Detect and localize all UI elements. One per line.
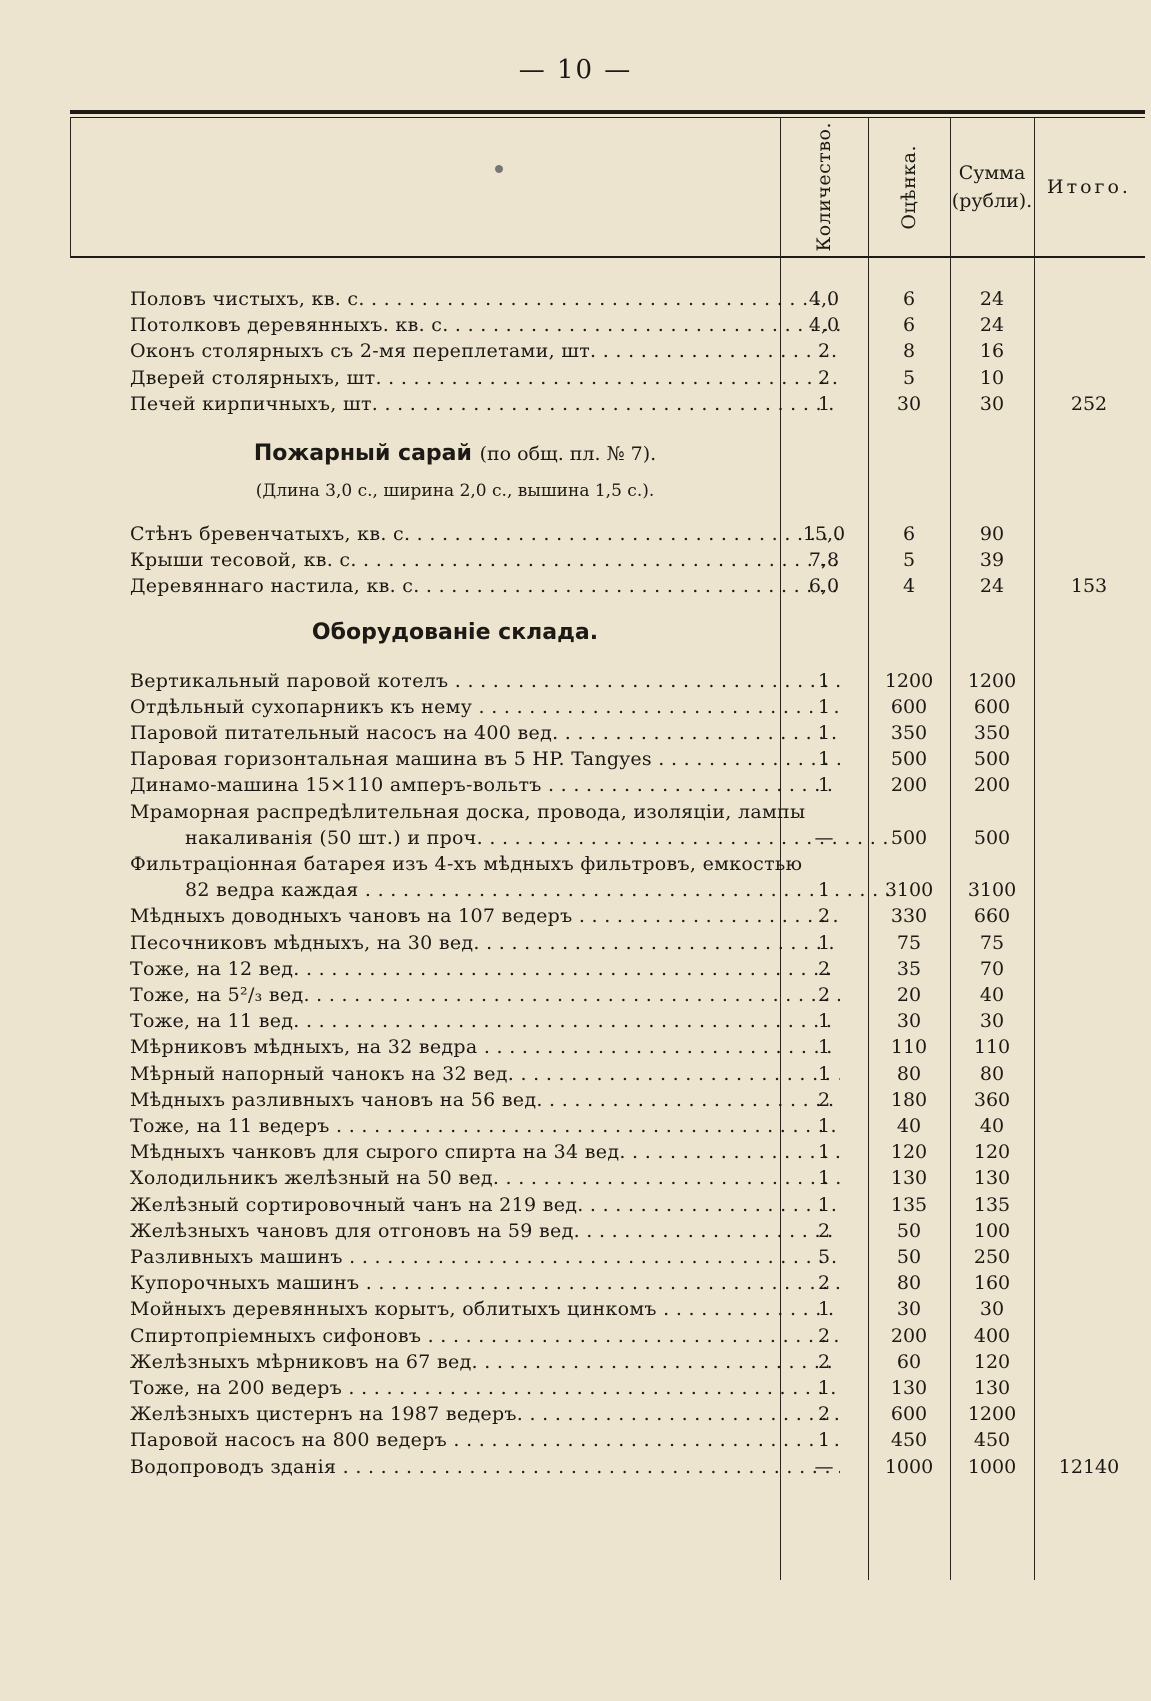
item-price: 20 (896, 984, 922, 1006)
item-quantity: 1 (817, 1298, 831, 1321)
item-description: Желѣзный сортировочный чанъ на 219 вед. . . . (130, 1194, 840, 1216)
item-sum: 1200 (967, 669, 1017, 692)
table-row (70, 722, 1145, 748)
item-quantity: 1 (817, 774, 831, 797)
item-description: Стѣнъ бревенчатыхъ, кв. с. . . . (130, 523, 840, 545)
column-divider (70, 118, 71, 258)
item-description: накаливанія (50 шт.) и проч. . . . (185, 827, 895, 849)
item-sum: 200 (973, 774, 1011, 797)
item-total: 153 (1070, 575, 1108, 598)
table-row (70, 393, 1145, 419)
table-row (70, 1167, 1145, 1193)
table-row (70, 1325, 1145, 1351)
item-quantity: 1 (817, 931, 831, 954)
section-subtitle: (Длина 3,0 с., ширина 2,0 с., вышина 1,5 с.). (255, 481, 655, 501)
item-price: 80 (896, 1062, 922, 1085)
item-description: Отдѣльный сухопарникъ къ нему . . . (130, 696, 840, 718)
item-quantity: 6,0 (808, 575, 840, 598)
item-sum: 100 (973, 1219, 1011, 1242)
item-quantity: 2 (817, 1272, 831, 1295)
header-sum-unit: (рубли). (951, 190, 1033, 212)
item-sum: 130 (973, 1167, 1011, 1190)
item-quantity: 4,0 (808, 314, 840, 337)
item-quantity: 2 (817, 366, 831, 389)
item-sum: 130 (973, 1377, 1011, 1399)
item-sum: 16 (979, 340, 1005, 363)
item-sum: 30 (979, 1010, 1005, 1033)
item-description: Мойныхъ деревянныхъ корытъ, облитыхъ цинкомъ . . . (130, 1298, 840, 1320)
table-row (70, 288, 1145, 314)
item-price: 35 (896, 957, 922, 980)
item-price: 600 (890, 1403, 928, 1426)
item-price: 500 (890, 748, 928, 771)
item-sum: 90 (979, 523, 1005, 545)
table-top-rule-thin (70, 117, 1145, 118)
item-quantity: 15,0 (802, 523, 846, 545)
item-sum: 600 (973, 695, 1011, 718)
item-description: Деревяннаго настила, кв. с. . . . (130, 575, 840, 597)
item-price: 500 (890, 826, 928, 849)
item-quantity: 2 (817, 984, 831, 1006)
item-quantity: 1 (817, 1115, 831, 1137)
item-sum: 250 (973, 1246, 1011, 1268)
item-description: Мѣдныхъ доводныхъ чановъ на 107 ведеръ . . . (130, 905, 840, 927)
item-price: 4 (902, 575, 916, 598)
item-description: Купорочныхъ машинъ . . . (130, 1272, 840, 1294)
section-title-text: Пожарный сарай (253, 441, 472, 466)
item-sum: 350 (973, 722, 1011, 744)
item-price: 120 (890, 1141, 928, 1164)
item-description: Спиртопріемныхъ сифоновъ . . . (130, 1325, 840, 1347)
table-row (70, 1403, 1145, 1429)
item-quantity: 2 (817, 1324, 831, 1347)
item-quantity: 1 (817, 1010, 831, 1033)
item-quantity: 5 (817, 1246, 831, 1268)
item-description: Тоже, на 11 вед. . . . (130, 1010, 840, 1032)
item-sum: 70 (979, 957, 1005, 980)
table-row (70, 801, 1145, 827)
table-row (70, 1220, 1145, 1246)
item-price: 8 (902, 340, 916, 363)
item-total: 252 (1070, 392, 1108, 415)
page-number: — 10 — (518, 55, 633, 85)
item-description: Динамо-машина 15×110 амперъ-вольтъ . . . (130, 774, 840, 796)
table-row (70, 905, 1145, 931)
table-row (70, 1010, 1145, 1036)
item-price: 50 (896, 1219, 922, 1242)
item-description: Оконъ столярныхъ съ 2-мя переплетами, шт. . . . (130, 340, 840, 362)
item-description: Холодильникъ желѣзный на 50 вед. . . . (130, 1167, 840, 1189)
inventory-table (70, 110, 1145, 1580)
item-description: Паровая горизонтальная машина въ 5 HP. Tangyes . . . (130, 748, 840, 770)
header-sum-label: Сумма (958, 161, 1026, 184)
item-quantity: 1 (817, 695, 831, 718)
item-description: Мраморная распредѣлительная доска, провода, изоляціи, лампы (130, 800, 806, 823)
item-sum: 1000 (967, 1455, 1017, 1478)
item-description: Фильтраціонная батарея изъ 4-хъ мѣдныхъ фильтровъ, емкостью (130, 853, 803, 875)
item-description: Мѣрниковъ мѣдныхъ, на 32 ведра . . . (130, 1036, 840, 1058)
table-row (70, 853, 1145, 879)
item-sum: 660 (973, 905, 1011, 928)
table-row (70, 1089, 1145, 1115)
item-price: 75 (896, 931, 922, 954)
header-total (1034, 120, 1144, 254)
item-sum: 135 (973, 1193, 1011, 1216)
item-price: 40 (896, 1115, 922, 1137)
item-description: Разливныхъ машинъ . . . (130, 1246, 840, 1268)
table-row (70, 827, 1145, 853)
item-quantity: 1 (817, 1377, 831, 1399)
item-quantity: 1 (817, 748, 831, 771)
header-price-label: Оцѣнка. (897, 144, 920, 230)
item-quantity: 1 (817, 1429, 831, 1452)
section-title (130, 620, 780, 645)
item-quantity: 1 (817, 1141, 831, 1164)
item-sum: 500 (973, 826, 1011, 849)
item-quantity: 2 (817, 957, 831, 980)
item-price: 1000 (884, 1455, 934, 1478)
table-row (70, 879, 1145, 905)
header-qty (780, 120, 868, 254)
item-quantity: 2 (817, 1088, 831, 1111)
item-price: 1200 (884, 669, 934, 692)
item-price: 6 (902, 314, 916, 337)
table-row (70, 549, 1145, 575)
item-sum: 450 (973, 1429, 1011, 1452)
item-quantity: 1 (817, 879, 831, 902)
item-description: Печей кирпичныхъ, шт. . . . (130, 393, 840, 415)
item-quantity: 1 (817, 1036, 831, 1059)
item-price: 50 (896, 1246, 922, 1268)
item-quantity: 2 (817, 1219, 831, 1242)
item-description: Паровой питательный насосъ на 400 вед. . . . (130, 722, 840, 744)
table-row (70, 1298, 1145, 1324)
item-description: Тоже, на 11 ведеръ . . . (130, 1115, 840, 1137)
item-quantity: 1 (817, 1062, 831, 1085)
item-quantity: 4,0 (808, 288, 840, 310)
item-description: Паровой насосъ на 800 ведеръ . . . (130, 1429, 840, 1451)
item-sum: 120 (973, 1350, 1011, 1373)
table-row (70, 696, 1145, 722)
item-description: Желѣзныхъ цистернъ на 1987 ведеръ. . . . (130, 1403, 840, 1425)
item-price: 3100 (884, 879, 934, 902)
table-row (70, 367, 1145, 393)
table-row (70, 670, 1145, 696)
item-description: Дверей столярныхъ, шт. . . . (130, 367, 840, 389)
item-price: 30 (896, 392, 922, 415)
table-row (70, 958, 1145, 984)
item-description: Мѣрный напорный чанокъ на 32 вед. . . . (130, 1063, 840, 1085)
item-price: 200 (890, 1324, 928, 1347)
item-sum: 3100 (967, 879, 1017, 902)
item-quantity: 1 (817, 1193, 831, 1216)
table-row (70, 1429, 1145, 1455)
item-sum: 40 (979, 1115, 1005, 1137)
item-price: 5 (902, 366, 916, 389)
item-sum: 75 (979, 931, 1005, 954)
table-row (70, 340, 1145, 366)
item-sum: 500 (973, 748, 1011, 771)
table-row (70, 1063, 1145, 1089)
item-description: 82 ведра каждая . . . (185, 879, 895, 901)
item-price: 135 (890, 1193, 928, 1216)
table-row (70, 523, 1145, 549)
header-bottom-rule (70, 256, 1145, 258)
table-row (70, 774, 1145, 800)
item-description: Потолковъ деревянныхъ. кв. с. . . . (130, 314, 840, 336)
item-price: 30 (896, 1298, 922, 1321)
item-description: Мѣдныхъ чанковъ для сырого спирта на 34 вед. . . . (130, 1141, 840, 1163)
item-price: 80 (896, 1272, 922, 1295)
item-quantity: 2 (817, 905, 831, 928)
item-description: Тоже, на 5²/₃ вед. . . . (130, 984, 840, 1006)
section-title-note: (по общ. пл. № 7). (479, 443, 657, 465)
item-quantity: 2 (817, 1403, 831, 1426)
item-price: 350 (890, 722, 928, 744)
item-quantity: 1 (817, 722, 831, 744)
header-sum (950, 120, 1034, 254)
item-description: Песочниковъ мѣдныхъ, на 30 вед. . . . (130, 932, 840, 954)
table-row (70, 1246, 1145, 1272)
item-sum: 24 (979, 288, 1005, 310)
table-row (70, 1351, 1145, 1377)
item-price: 5 (902, 549, 916, 572)
item-price: 130 (890, 1377, 928, 1399)
item-price: 6 (902, 523, 916, 545)
item-quantity: — (814, 826, 834, 849)
item-sum: 1200 (967, 1403, 1017, 1426)
item-price: 180 (890, 1088, 928, 1111)
item-sum: 400 (973, 1324, 1011, 1347)
table-row (70, 1036, 1145, 1062)
item-description: Половъ чистыхъ, кв. с. . . . (130, 288, 840, 310)
table-row (70, 314, 1145, 340)
item-sum: 39 (979, 549, 1005, 572)
item-sum: 110 (973, 1036, 1011, 1059)
table-top-rule (70, 110, 1145, 114)
item-price: 110 (890, 1036, 928, 1059)
item-sum: 40 (979, 984, 1005, 1006)
item-description: Мѣдныхъ разливныхъ чановъ на 56 вед. . . . (130, 1089, 840, 1111)
item-sum: 10 (979, 366, 1005, 389)
item-quantity: — (814, 1455, 834, 1478)
item-description: Тоже, на 12 вед. . . . (130, 958, 840, 980)
table-row (70, 1115, 1145, 1141)
item-description: Водопроводъ зданія . . . (130, 1456, 840, 1478)
item-description: Тоже, на 200 ведеръ . . . (130, 1377, 840, 1399)
item-price: 450 (890, 1429, 928, 1452)
item-price: 130 (890, 1167, 928, 1190)
item-price: 30 (896, 1010, 922, 1033)
table-row (70, 1141, 1145, 1167)
item-description: Крыши тесовой, кв. с. . . . (130, 549, 840, 571)
item-sum: 30 (979, 392, 1005, 415)
table-row (70, 984, 1145, 1010)
table-row (70, 1377, 1145, 1403)
header-price (868, 120, 950, 254)
item-price: 600 (890, 695, 928, 718)
item-quantity: 1 (817, 1167, 831, 1190)
item-description: Желѣзныхъ чановъ для отгоновъ на 59 вед. . . . (130, 1220, 840, 1242)
item-quantity: 2 (817, 1350, 831, 1373)
item-price: 330 (890, 905, 928, 928)
item-quantity: 1 (817, 669, 831, 692)
section-title-text: Оборудованіе склада. (311, 619, 599, 645)
item-price: 200 (890, 774, 928, 797)
header-dot (495, 165, 503, 173)
item-sum: 160 (973, 1272, 1011, 1295)
table-row (70, 1456, 1145, 1482)
table-row (70, 1272, 1145, 1298)
item-description: Вертикальный паровой котелъ . . . (130, 670, 840, 692)
item-price: 6 (902, 288, 916, 310)
item-sum: 24 (979, 314, 1005, 337)
table-row (70, 575, 1145, 601)
item-sum: 120 (973, 1141, 1011, 1164)
item-price: 60 (896, 1350, 922, 1373)
item-quantity: 1 (817, 392, 831, 415)
item-description: Желѣзныхъ мѣрниковъ на 67 вед. . . . (130, 1351, 840, 1373)
section-title (130, 441, 780, 466)
item-sum: 80 (979, 1062, 1005, 1085)
table-row (70, 748, 1145, 774)
table-row (70, 1194, 1145, 1220)
item-total: 12140 (1058, 1455, 1120, 1478)
header-total-label: Итого. (1047, 175, 1131, 198)
item-quantity: 7,8 (808, 549, 840, 572)
table-row (70, 932, 1145, 958)
item-sum: 24 (979, 575, 1005, 598)
item-sum: 30 (979, 1298, 1005, 1321)
item-sum: 360 (973, 1088, 1011, 1111)
item-quantity: 2 (817, 340, 831, 363)
header-qty-label: Количество. (812, 122, 835, 252)
